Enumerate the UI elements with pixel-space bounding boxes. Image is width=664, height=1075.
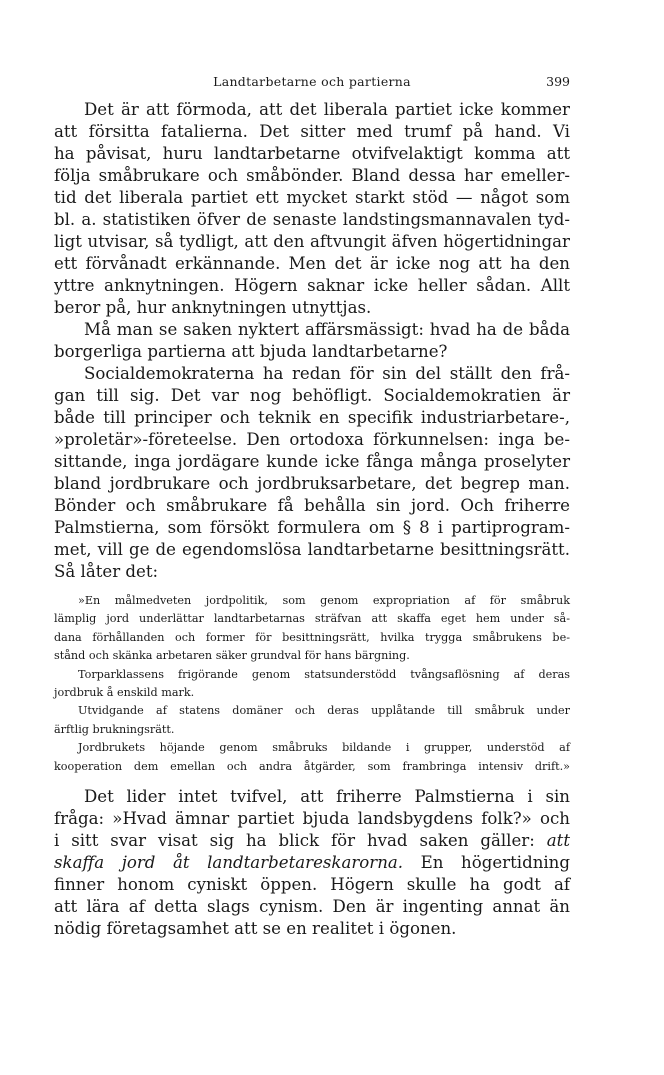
text-line: nödig företagsamhet att se en realitet i ögonen. <box>54 919 457 938</box>
program-quote <box>54 592 570 776</box>
text-line: yttre anknytningen. Högern saknar icke heller sådan. Allt <box>54 276 570 295</box>
text-line: bland jordbrukare och jordbruksarbetare, det begrep man. <box>54 474 570 493</box>
text-line: Socialdemokraterna ha redan för sin del ställt den frå- <box>84 364 570 383</box>
text-line: fråga: »Hvad ämnar partiet bjuda landsbygdens folk?» och <box>54 809 570 828</box>
text-line: följa småbrukare och småbönder. Bland dessa har emeller- <box>54 166 570 185</box>
quote-line: jordbruk å enskild mark. <box>54 686 195 700</box>
running-header <box>54 74 570 90</box>
closing-text <box>54 786 570 940</box>
text-line: bl. a. statistiken öfver de senaste landstingsmannavalen tyd- <box>54 210 570 229</box>
quote-line: Jordbrukets höjande genom småbruks bildande i grupper, understöd af <box>78 741 570 755</box>
quote-line: lämplig jord underlättar landtarbetarnas sträfvan att skaffa eget hem under så- <box>54 612 570 626</box>
text-line <box>54 830 570 852</box>
quote-line: Torparklassens frigörande genom statsunderstödd tvångsaflösning af deras <box>78 667 570 681</box>
text-line: Det är att förmoda, att det liberala partiet icke kommer <box>84 100 570 119</box>
text-line: tid det liberala partiet ett mycket starkt stöd — något som <box>54 188 570 207</box>
quote-line: kooperation dem emellan och andra åtgärder, som frambringa intensiv drift.» <box>54 759 570 773</box>
text-segment: i sitt svar visat sig ha blick för hvad saken gäller: <box>54 831 535 850</box>
running-title: Landtarbetarne och partierna <box>213 74 411 89</box>
text-segment: En högertidning <box>420 853 570 872</box>
text-line: gan till sig. Det var nog behöfligt. Socialdemokratien är <box>54 386 570 405</box>
text-line: Palmstierna, som försökt formulera om § 8 i partiprogram- <box>54 518 570 537</box>
text-line: »proletär»-företeelse. Den ortodoxa förkunnelsen: inga be- <box>54 430 570 449</box>
text-line: ett förvånadt erkännande. Men det är icke nog att ha den <box>54 254 570 273</box>
text-line: beror på, hur anknytningen utnyttjas. <box>54 298 372 317</box>
main-text <box>54 99 570 583</box>
text-line: sittande, inga jordägare kunde icke fånga många proselyter <box>54 452 570 471</box>
quote-line: ärftlig brukningsrätt. <box>54 722 175 736</box>
emphasis-text: skaffa jord åt landtarbetareskarorna. <box>54 853 404 872</box>
text-line: ligt utvisar, så tydligt, att den aftvungit äfven högertidningar <box>54 232 570 251</box>
text-line: finner honom cyniskt öppen. Högern skulle ha godt af <box>54 875 570 894</box>
text-line: att lära af detta slags cynism. Den är ingenting annat än <box>54 897 570 916</box>
quote-line: stånd och skänka arbetaren säker grundval för hans bärgning. <box>54 649 410 663</box>
text-line: Må man se saken nyktert affärsmässigt: hvad ha de båda <box>84 320 570 339</box>
text-line: både till principer och teknik en specifik industriarbetare-, <box>54 408 570 427</box>
text-line: Det lider intet tvifvel, att friherre Palmstierna i sin <box>84 787 570 806</box>
text-line: ha påvisat, huru landtarbetarne otvifvelaktigt komma att <box>54 144 570 163</box>
text-line: Så låter det: <box>54 562 159 581</box>
text-line <box>54 852 570 874</box>
quote-line: dana förhållanden och former för besittningsrätt, hvilka trygga småbrukens be- <box>54 630 570 644</box>
text-line: met, vill ge de egendomslösa landtarbetarne besittningsrätt. <box>54 540 570 559</box>
quote-line: Utvidgande af statens domäner och deras upplåtande till småbruk under <box>78 704 570 718</box>
text-line: borgerliga partierna att bjuda landtarbetarne? <box>54 342 448 361</box>
page-number: 399 <box>546 74 570 89</box>
text-line: Bönder och småbrukare få behålla sin jord. Och friherre <box>54 496 570 515</box>
text-line: att försitta fatalierna. Det sitter med trumf på hand. Vi <box>54 122 570 141</box>
quote-line: »En målmedveten jordpolitik, som genom expropriation af för småbruk <box>78 594 570 607</box>
emphasis-text: att <box>546 831 570 850</box>
